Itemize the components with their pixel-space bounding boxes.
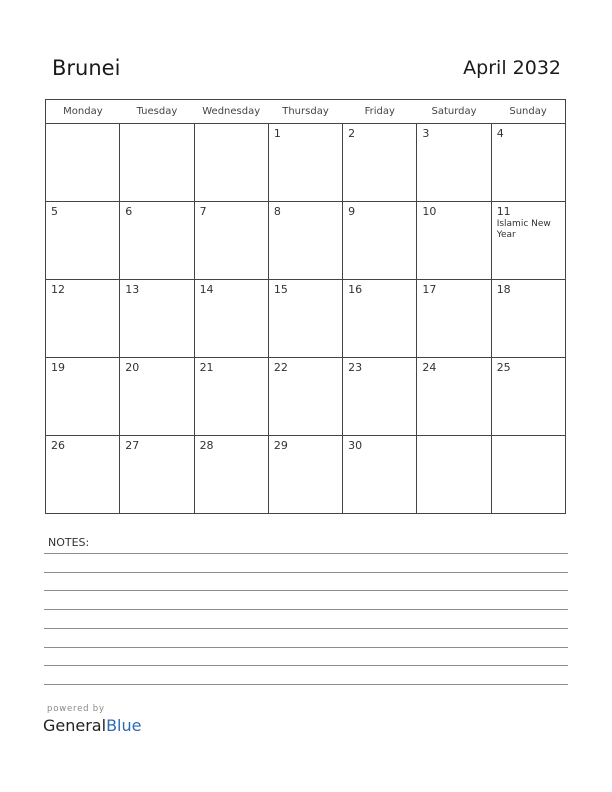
day-cell: [491, 358, 565, 436]
generalblue-logo[interactable]: [43, 716, 141, 735]
calendar-week-row: [46, 358, 566, 436]
calendar-week-row: [46, 436, 566, 514]
day-cell: [120, 358, 194, 436]
calendar-week-row: [46, 202, 566, 280]
day-cell: [343, 358, 417, 436]
day-cell: [268, 202, 342, 280]
brand-general-text: General: [43, 716, 107, 735]
note-line: [44, 590, 568, 591]
weekday-tuesday: Tuesday: [120, 100, 194, 124]
country-title: Brunei: [52, 56, 121, 80]
brand-blue-text: Blue: [106, 716, 142, 735]
empty-day-cell: [46, 124, 120, 202]
day-cell: [194, 436, 268, 514]
day-cell: [343, 436, 417, 514]
day-cell: [417, 280, 491, 358]
day-cell: [46, 280, 120, 358]
day-number: 9: [348, 205, 356, 218]
day-number: 28: [199, 439, 214, 452]
note-line: [44, 609, 568, 610]
day-number: 21: [199, 361, 214, 374]
day-number: 19: [51, 361, 65, 374]
day-cell: [120, 202, 194, 280]
day-cell: [343, 280, 417, 358]
day-number: 2: [348, 127, 356, 140]
day-cell: [491, 202, 565, 280]
day-number: 3: [422, 127, 430, 140]
weekday-monday: Monday: [46, 100, 120, 124]
day-number: 7: [199, 205, 207, 218]
weekday-saturday: Saturday: [417, 100, 491, 124]
day-number: 13: [125, 283, 140, 296]
day-number: 14: [199, 283, 214, 296]
note-line: [44, 628, 568, 629]
day-number: 12: [51, 283, 65, 296]
note-line: [44, 553, 568, 554]
weekday-friday: Friday: [343, 100, 417, 124]
day-number: 18: [496, 283, 511, 296]
calendar-week-row: [46, 280, 566, 358]
weekday-sunday: Sunday: [491, 100, 565, 124]
day-cell: [343, 202, 417, 280]
day-cell: [46, 358, 120, 436]
day-cell: [268, 436, 342, 514]
day-number: 20: [125, 361, 140, 374]
day-number: 30: [348, 439, 363, 452]
day-cell: [268, 358, 342, 436]
day-cell: [417, 202, 491, 280]
day-cell: [194, 280, 268, 358]
note-line: [44, 684, 568, 685]
day-number: 6: [125, 205, 133, 218]
day-number: 24: [422, 361, 437, 374]
note-line: [44, 647, 568, 648]
day-number: 16: [348, 283, 363, 296]
day-cell: [491, 280, 565, 358]
day-number: 10: [422, 205, 437, 218]
note-line: [44, 572, 568, 573]
empty-day-cell: [417, 436, 491, 514]
day-cell: [268, 280, 342, 358]
empty-day-cell: [194, 124, 268, 202]
day-number: 4: [496, 127, 504, 140]
day-cell: [343, 124, 417, 202]
day-number: 17: [422, 283, 437, 296]
notes-label: NOTES:: [48, 536, 90, 549]
month-year-title: April 2032: [463, 57, 561, 79]
empty-day-cell: [491, 436, 565, 514]
day-number: 1: [273, 127, 281, 140]
day-cell: [46, 202, 120, 280]
day-number: 22: [273, 361, 288, 374]
weekday-thursday: Thursday: [268, 100, 342, 124]
day-number: 26: [51, 439, 65, 452]
day-number: 8: [273, 205, 281, 218]
day-cell: [46, 436, 120, 514]
day-number: 29: [273, 439, 288, 452]
empty-day-cell: [120, 124, 194, 202]
day-number: 23: [348, 361, 363, 374]
day-number: 25: [496, 361, 511, 374]
day-cell: [491, 124, 565, 202]
day-cell: [194, 358, 268, 436]
note-line: [44, 665, 568, 666]
holiday-label: Islamic New Year: [496, 219, 551, 240]
calendar-grid: [45, 99, 566, 514]
day-number: 5: [51, 205, 58, 218]
day-number: 15: [273, 283, 288, 296]
day-cell: [120, 436, 194, 514]
day-cell: [120, 280, 194, 358]
weekday-header-row: [46, 100, 566, 124]
day-number: 27: [125, 439, 140, 452]
day-cell: [194, 202, 268, 280]
powered-by-text: powered by: [47, 704, 105, 714]
calendar-week-row: [46, 124, 566, 202]
day-cell: [417, 358, 491, 436]
weekday-wednesday: Wednesday: [194, 100, 268, 124]
calendar-body: [46, 124, 566, 514]
day-number: 11: [496, 205, 511, 218]
day-cell: [417, 124, 491, 202]
day-cell: [268, 124, 342, 202]
